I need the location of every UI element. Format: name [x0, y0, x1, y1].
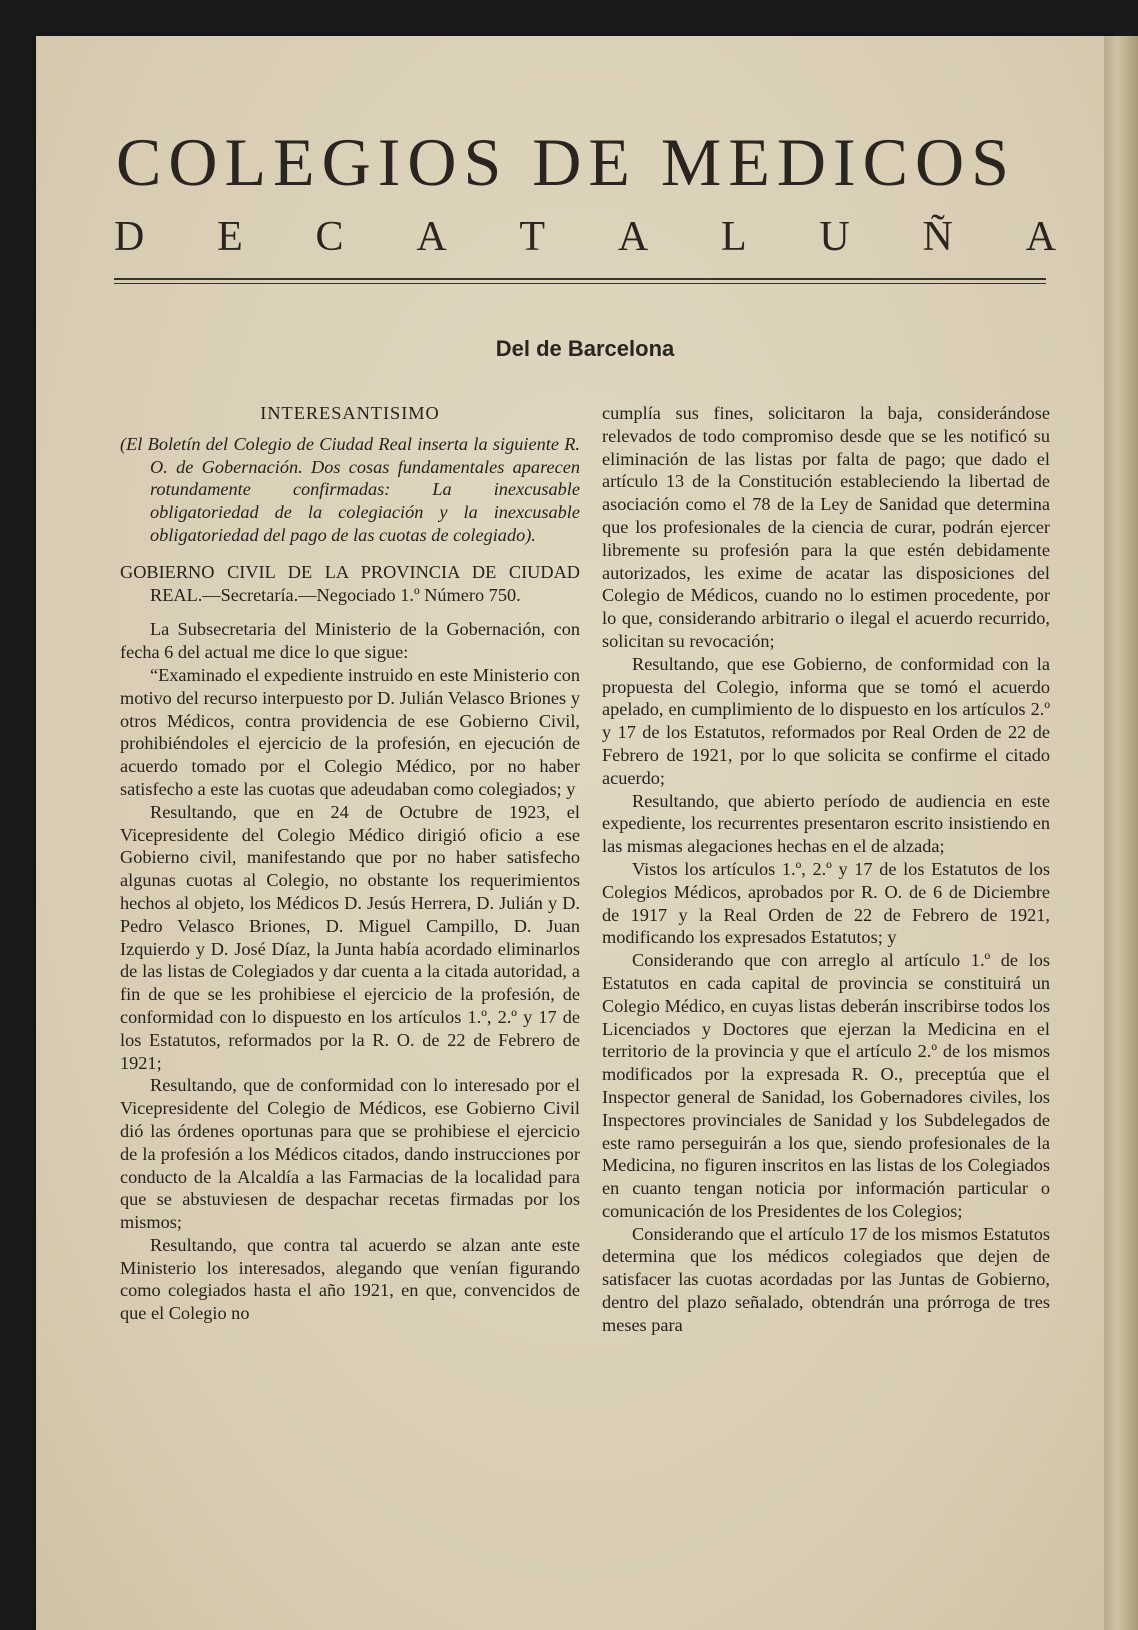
paragraph: “Examinado el expediente instruido en este Ministerio con motivo del recurso interpuesto por D. Julián Velasco Briones y otros Médicos, contra providencia de ese Gobierno Civil, prohibiéndoles el ejercicio de la profesión, en ejecución de acuerdo tomado por el Colegio Médico, por no haber satisfecho a este las cuotas que adeudaban como colegiados; y — [120, 664, 580, 799]
paragraph: Resultando, que contra tal acuerdo se alzan ante este Ministerio los interesados, alegando que venían figurando como colegiados hasta el año 1921, en que, convencidos de que el Colegio no — [120, 1234, 580, 1324]
subtitle-letter: A — [416, 214, 447, 260]
subtitle-letter: U — [819, 214, 850, 260]
subtitle-letter: A — [1025, 214, 1056, 260]
subtitle-letter: L — [720, 214, 747, 260]
paragraph: cumplía sus fines, solicitaron la baja, considerándose relevados de todo compromiso desde que se les notificó su eliminación de las listas por falta de pago; que dado el artículo 13 de la Constitución estableciendo la libertad de asociación como el 78 de la Ley de Sanidad que determina que los profesionales de la ciencia de curar, podrán ejercer libremente su profesión para la que estén debidamente autorizados, les exime de acatar las disposiciones del Colegio de Médicos, cuando no lo estimen procedente, por lo que, considerando arbitrario o ilegal el acuerdo recurrido, solicitan su revocación; — [602, 403, 1050, 651]
paragraph: La Subsecretaria del Ministerio de la Gobernación, con fecha 6 del actual me dice lo que sigue: — [120, 619, 580, 663]
paragraph: Resultando, que en 24 de Octubre de 1923, el Vicepresidente del Colegio Médico dirigió oficio a ese Gobierno civil, manifestando que por no haber satisfecho algunas cuotas al Colegio, no obstante los requerimientos hechos al objeto, los Médicos D. Jesús Herrera, D. Julián y D. Pedro Velasco Briones, D. Miguel Campillo, D. Juan Izquierdo y D. José Díaz, la Junta había acordado eliminarlos de las listas de Colegiados y dar cuenta a la citada autoridad, a fin de que se les prohibiese el ejercicio de la profesión, de conformidad con lo dispuesto en los artículos 1.º, 2.º y 17 de los Estatutos, reformados por la R. O. de 22 de Febrero de 1921; — [120, 801, 580, 1073]
title-rule-thin — [114, 283, 1046, 284]
article-heading: INTERESANTISIMO — [260, 403, 440, 423]
subtitle-letter: Ñ — [922, 214, 953, 260]
journal-title: COLEGIOS DE MEDICOS — [116, 124, 1016, 200]
title-rule — [114, 278, 1046, 280]
subtitle-letter: A — [617, 214, 649, 260]
page-edge — [1104, 36, 1138, 1630]
paragraph: Vistos los artículos 1.º, 2.º y 17 de los Estatutos de los Colegios Médicos, aprobados por R. O. de 6 de Diciembre de 1917 y la Real Orden de 22 de Febrero de 1921, modificando los expresados Estatutos; y — [602, 858, 1050, 948]
paragraph: Resultando, que abierto período de audiencia en este expediente, los recurrentes presentaron escrito insistiendo en las mismas alegaciones hechas en el de alzada; — [602, 790, 1050, 857]
editorial-note: (El Boletín del Colegio de Ciudad Real inserta la siguiente R. O. de Gobernación. Dos cosas fundamentales aparecen rotundamente confirmadas: La inexcusable obligatoriedad de la colegiación y la inexcusable obligatoriedad del pago de las cuotas de colegiado). — [120, 433, 580, 545]
office-heading: GOBIERNO CIVIL DE LA PROVINCIA DE CIUDAD REAL.—Secretaría.—Negociado 1.º Número 750. — [120, 561, 580, 605]
subtitle-letter: E — [217, 214, 243, 260]
paragraph: Resultando, que ese Gobierno, de conformidad con la propuesta del Colegio, informa que se tomó el acuerdo apelado, en cumplimiento de lo dispuesto en los artículos 2.º y 17 de los Estatutos, reformados por Real Orden de 22 de Febrero de 1921, por lo que solicita se confirme el citado acuerdo; — [602, 653, 1050, 788]
paragraph: Resultando, que de conformidad con lo interesado por el Vicepresidente del Colegio de Médicos, ese Gobierno Civil dió las órdenes oportunas para que se prohibiese el ejercicio de la profesión a los Médicos citados, dando instrucciones por conducto de la Alcaldía a las Farmacias de la localidad para que se abstuviesen de despachar recetas firmadas por los mismos; — [120, 1075, 580, 1233]
right-column — [602, 402, 1050, 1337]
section-title: Del de Barcelona — [495, 336, 675, 361]
paragraph: Considerando que con arreglo al artículo 1.º de los Estatutos en cada capital de provincia se constituirá un Colegio Médico, en cuyas listas deberán inscribirse todos los Licenciados y Doctores que ejerzan la Medicina en el territorio de la provincia y que el artículo 2.º de los mismos modificados por la expresada R. O., preceptúa que el Inspector general de Sanidad, los Gobernadores civiles, los Inspectores provinciales de Sanidad y los Subdelegados de este ramo perseguirán a los que, siendo profesionales de la Medicina, no figuren inscritos en las listas de los Colegiados en cuanto tengan noticia por información particular o comunicación de los Presidentes de los Colegios; — [602, 950, 1050, 1221]
subtitle-letter: C — [315, 214, 344, 260]
journal-subtitle-spaced — [114, 216, 1056, 258]
paragraph: Considerando que el artículo 17 de los mismos Estatutos determina que los médicos colegiados que dejen de satisfacer las cuotas acordadas por las Juntas de Gobierno, dentro del plazo señalado, obtendrán una prórroga de tres meses para — [602, 1223, 1050, 1335]
subtitle-letter: T — [519, 214, 546, 260]
subtitle-letter: D — [114, 214, 145, 260]
left-column — [120, 402, 580, 1325]
